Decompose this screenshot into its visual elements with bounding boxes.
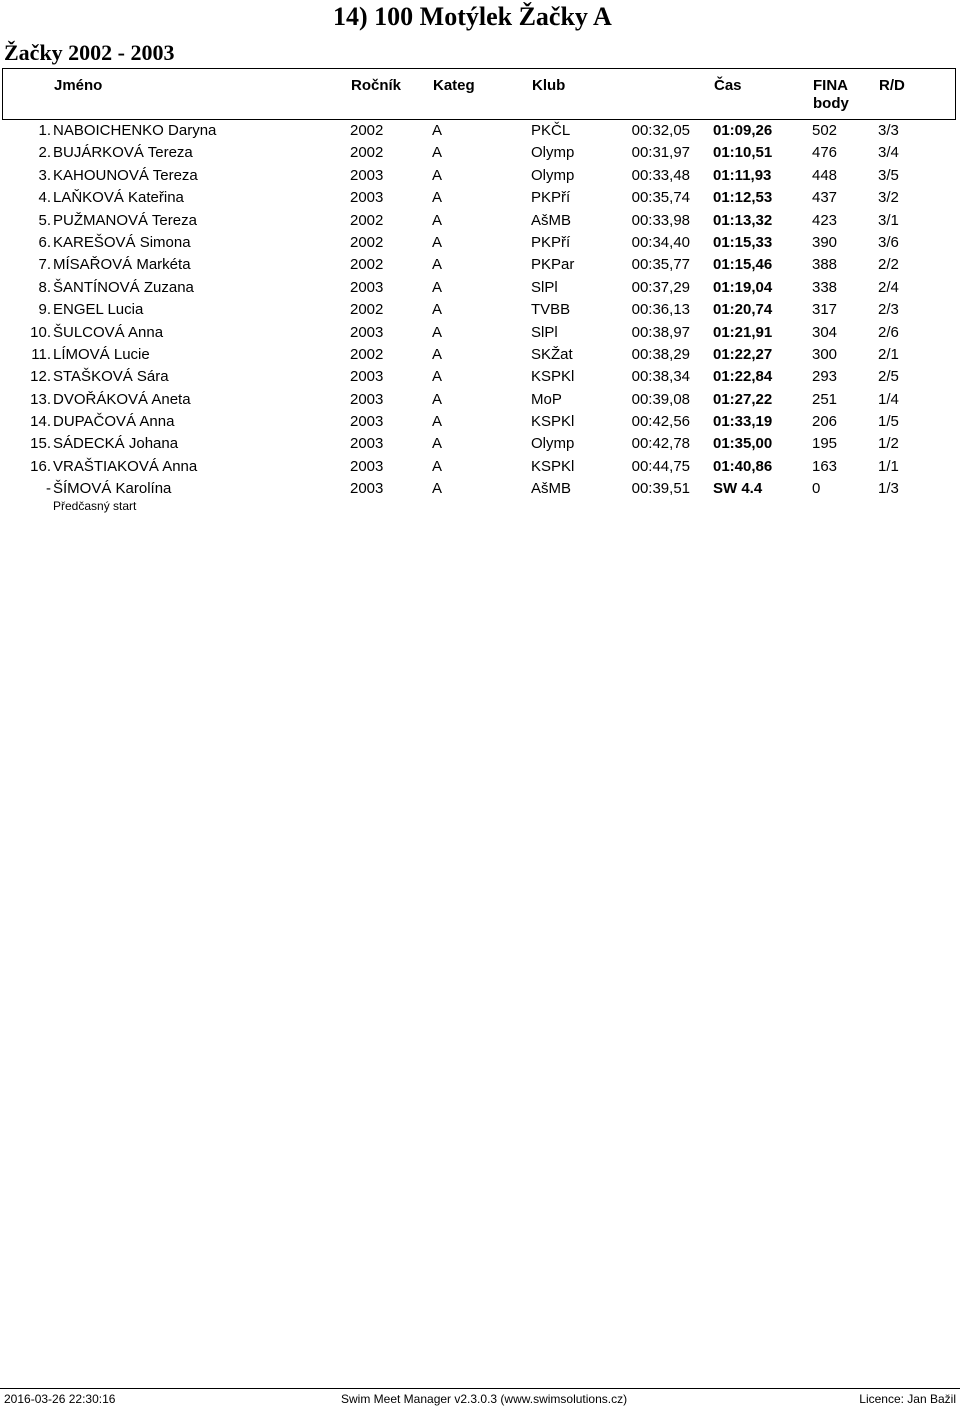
result-rank: 9. (38, 301, 51, 319)
results-rows (0, 120, 960, 478)
result-time: 01:12,53 (713, 189, 773, 207)
result-name: PUŽMANOVÁ Tereza (53, 211, 197, 229)
result-year: 2002 (350, 345, 384, 363)
result-split: 00:38,29 (631, 345, 690, 363)
result-name: SÁDECKÁ Johana (53, 435, 179, 453)
result-year: 2002 (350, 211, 384, 229)
result-split: 00:32,05 (631, 122, 690, 139)
result-points: 163 (812, 457, 838, 475)
result-time: 01:22,27 (713, 345, 773, 363)
dsq-row (0, 478, 960, 500)
table-row (0, 120, 960, 142)
result-heat: 3/5 (878, 166, 899, 184)
table-row (0, 277, 960, 299)
result-category: A (432, 435, 443, 453)
result-heat: 3/2 (878, 189, 899, 207)
result-heat: 3/6 (878, 233, 899, 251)
result-points: 195 (812, 435, 838, 453)
footer-licence: Licence: Jan Bažil (859, 1392, 956, 1406)
table-row (0, 411, 960, 433)
result-split: 00:33,48 (631, 166, 690, 184)
result-category: A (432, 278, 443, 296)
result-split: 00:33,98 (631, 211, 690, 229)
result-points: 293 (812, 368, 838, 386)
result-category: A (432, 189, 443, 207)
result-heat: 1/4 (878, 390, 899, 408)
dsq-note: Předčasný start (53, 498, 137, 513)
result-split: 00:38,34 (631, 368, 690, 386)
result-split: 00:42,78 (631, 435, 690, 453)
result-rank: 4. (38, 189, 51, 207)
result-year: 2003 (350, 457, 384, 475)
result-rank: 8. (38, 278, 51, 296)
result-name: ŠULCOVÁ Anna (53, 323, 164, 341)
dsq-heat: 1/3 (878, 480, 899, 498)
table-row (0, 322, 960, 344)
result-points: 390 (812, 233, 838, 251)
result-heat: 1/5 (878, 413, 899, 431)
dsq-points: 0 (812, 480, 821, 498)
result-club: Olymp (531, 166, 575, 184)
result-points: 502 (812, 122, 838, 139)
result-club: PKPar (531, 256, 575, 274)
result-heat: 1/2 (878, 435, 899, 453)
result-name: NABOICHENKO Daryna (53, 122, 217, 139)
result-name: ŠANTÍNOVÁ Zuzana (53, 278, 194, 296)
table-row (0, 344, 960, 366)
result-points: 251 (812, 390, 838, 408)
result-time: 01:33,19 (713, 413, 773, 431)
result-time: 01:09,26 (713, 122, 773, 139)
result-rank: 15. (30, 435, 51, 453)
result-category: A (432, 256, 443, 274)
header-points-line2: body (813, 95, 849, 112)
result-split: 00:31,97 (631, 144, 690, 162)
result-rank: 7. (38, 256, 51, 274)
result-rank: 1. (38, 122, 51, 139)
result-year: 2002 (350, 144, 384, 162)
result-rank: 2. (38, 144, 51, 162)
header-year: Ročník (351, 77, 402, 94)
result-club: KSPKl (531, 368, 575, 386)
result-heat: 3/4 (878, 144, 899, 162)
result-year: 2003 (350, 278, 384, 296)
header-name: Jméno (54, 77, 103, 94)
result-club: MoP (531, 390, 562, 408)
result-split: 00:37,29 (631, 278, 690, 296)
event-title: 14) 100 Motýlek Žačky A (333, 2, 612, 31)
result-name: DVOŘÁKOVÁ Aneta (53, 390, 191, 408)
result-heat: 2/6 (878, 323, 899, 341)
result-split: 00:36,13 (631, 301, 690, 319)
result-rank: 5. (38, 211, 51, 229)
dsq-split: 00:39,51 (631, 480, 690, 498)
dsq-note-row (0, 498, 960, 519)
result-split: 00:39,08 (631, 390, 690, 408)
result-year: 2002 (350, 122, 384, 139)
result-category: A (432, 368, 443, 386)
result-club: KSPKl (531, 457, 575, 475)
result-rank: 14. (30, 413, 51, 431)
table-row (0, 232, 960, 254)
result-heat: 2/2 (878, 256, 899, 274)
result-name: KAREŠOVÁ Simona (53, 233, 191, 251)
result-rank: 11. (31, 345, 51, 363)
result-time: 01:20,74 (713, 301, 773, 319)
result-name: MÍSAŘOVÁ Markéta (53, 256, 191, 274)
dsq-rank: - (46, 480, 51, 498)
result-points: 476 (812, 144, 838, 162)
result-year: 2003 (350, 368, 384, 386)
result-heat: 3/3 (878, 122, 899, 139)
table-row (0, 210, 960, 232)
result-time: 01:22,84 (713, 368, 773, 386)
result-year: 2003 (350, 166, 384, 184)
result-time: 01:19,04 (713, 278, 773, 296)
header-time: Čas (714, 77, 742, 94)
result-name: KAHOUNOVÁ Tereza (53, 166, 198, 184)
results-table-header (2, 68, 956, 120)
result-rank: 3. (38, 166, 51, 184)
result-split: 00:34,40 (631, 233, 690, 251)
result-time: 01:15,33 (713, 233, 773, 251)
result-year: 2003 (350, 189, 384, 207)
result-points: 338 (812, 278, 838, 296)
dsq-club: AšMB (531, 480, 572, 498)
result-time: 01:21,91 (713, 323, 773, 341)
result-time: 01:13,32 (713, 211, 773, 229)
table-row (0, 456, 960, 478)
result-points: 300 (812, 345, 838, 363)
result-heat: 2/5 (878, 368, 899, 386)
table-row (0, 433, 960, 455)
result-rank: 10. (30, 323, 51, 341)
header-club: Klub (532, 77, 566, 94)
result-year: 2003 (350, 435, 384, 453)
table-row (0, 142, 960, 164)
result-points: 206 (812, 413, 838, 431)
result-split: 00:35,74 (631, 189, 690, 207)
dsq-name: ŠÍMOVÁ Karolína (53, 480, 172, 498)
footer-software: Swim Meet Manager v2.3.0.3 (www.swimsolutions.cz) (341, 1392, 628, 1406)
result-points: 437 (812, 189, 838, 207)
dsq-time: SW 4.4 (713, 480, 763, 498)
result-category: A (432, 413, 443, 431)
result-club: SlPl (531, 278, 558, 296)
result-rank: 13. (30, 390, 51, 408)
result-club: KSPKl (531, 413, 575, 431)
result-time: 01:27,22 (713, 390, 773, 408)
result-name: STAŠKOVÁ Sára (53, 368, 169, 386)
result-time: 01:40,86 (713, 457, 773, 475)
result-category: A (432, 233, 443, 251)
result-year: 2003 (350, 323, 384, 341)
result-heat: 2/3 (878, 301, 899, 319)
result-points: 304 (812, 323, 838, 341)
result-club: SKŽat (531, 345, 573, 363)
result-split: 00:35,77 (631, 256, 690, 274)
table-row (0, 254, 960, 276)
result-name: ENGEL Lucia (53, 301, 144, 319)
header-points-line1: FINA (813, 77, 848, 94)
result-year: 2003 (350, 390, 384, 408)
result-points: 317 (812, 301, 838, 319)
result-heat: 3/1 (878, 211, 899, 229)
result-split: 00:44,75 (631, 457, 690, 475)
result-club: Olymp (531, 144, 575, 162)
result-club: PKČL (531, 122, 571, 139)
table-row (0, 165, 960, 187)
result-category: A (432, 457, 443, 475)
result-club: PKPří (531, 189, 571, 207)
result-heat: 1/1 (878, 457, 899, 475)
result-time: 01:35,00 (713, 435, 773, 453)
dsq-year: 2003 (350, 480, 384, 498)
result-rank: 12. (30, 368, 51, 386)
result-year: 2002 (350, 233, 384, 251)
result-rank: 6. (38, 233, 51, 251)
result-category: A (432, 166, 443, 184)
result-club: AšMB (531, 211, 572, 229)
result-split: 00:38,97 (631, 323, 690, 341)
result-heat: 2/4 (878, 278, 899, 296)
result-points: 423 (812, 211, 838, 229)
result-time: 01:11,93 (713, 166, 772, 184)
result-category: A (432, 301, 443, 319)
result-name: VRAŠTIAKOVÁ Anna (53, 457, 198, 475)
footer-timestamp: 2016-03-26 22:30:16 (4, 1392, 116, 1406)
result-name: DUPAČOVÁ Anna (53, 413, 175, 431)
result-club: TVBB (531, 301, 571, 319)
result-time: 01:10,51 (713, 144, 773, 162)
result-split: 00:42,56 (631, 413, 690, 431)
result-name: LAŇKOVÁ Kateřina (53, 189, 184, 207)
dsq-category: A (432, 480, 443, 498)
result-rank: 16. (30, 457, 51, 475)
result-name: LÍMOVÁ Lucie (53, 345, 150, 363)
result-name: BUJÁRKOVÁ Tereza (53, 144, 193, 162)
table-row (0, 299, 960, 321)
result-category: A (432, 323, 443, 341)
result-heat: 2/1 (878, 345, 899, 363)
result-time: 01:15,46 (713, 256, 773, 274)
result-category: A (432, 390, 443, 408)
result-year: 2003 (350, 413, 384, 431)
result-category: A (432, 211, 443, 229)
result-category: A (432, 144, 443, 162)
result-points: 448 (812, 166, 838, 184)
table-row (0, 366, 960, 388)
header-heat: R/D (879, 77, 905, 94)
table-row (0, 389, 960, 411)
result-club: SlPl (531, 323, 558, 341)
result-club: Olymp (531, 435, 575, 453)
header-category: Kateg (433, 77, 475, 94)
category-title: Žačky 2002 - 2003 (4, 40, 175, 65)
result-category: A (432, 122, 443, 139)
table-row (0, 187, 960, 209)
result-club: PKPří (531, 233, 571, 251)
result-category: A (432, 345, 443, 363)
result-year: 2002 (350, 301, 384, 319)
footer-divider (0, 1388, 960, 1389)
results-list (0, 120, 960, 519)
result-points: 388 (812, 256, 838, 274)
result-year: 2002 (350, 256, 384, 274)
